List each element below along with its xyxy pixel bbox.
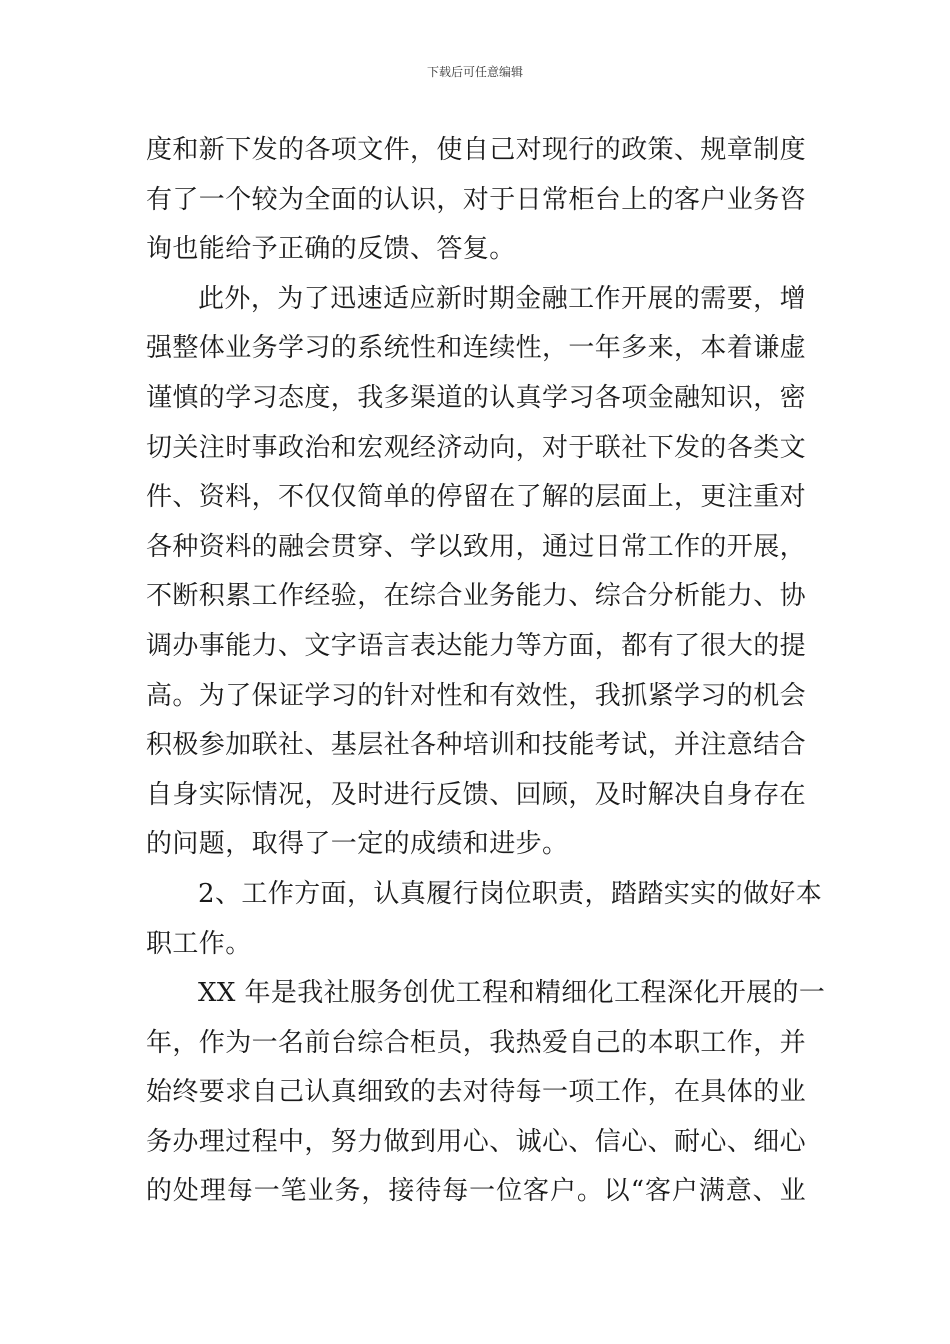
text-line: 件、资料，不仅仅简单的停留在了解的层面上，更注重对 (146, 482, 807, 513)
text-line: 高。为了保证学习的针对性和有效性，我抓紧学习的机会 (146, 680, 807, 711)
page-header: 下载后可任意编辑 (426, 65, 523, 79)
text-line: 调办事能力、文字语言表达能力等方面，都有了很大的提 (146, 630, 807, 661)
text-line: 积极参加联社、基层社各种培训和技能考试，并注意结合 (146, 730, 807, 761)
text-line: 务办理过程中，努力做到用心、诚心、信心、耐心、细心 (146, 1126, 807, 1157)
text-line: 始终要求自己认真细致的去对待每一项工作，在具体的业 (146, 1077, 807, 1108)
section-heading: 2、工作方面，认真履行岗位职责，踏踏实实的做好本 (198, 878, 823, 909)
text-line: 自身实际情况，及时进行反馈、回顾，及时解决自身存在 (146, 779, 807, 810)
text-line: 的问题，取得了一定的成绩和进步。 (146, 829, 569, 860)
text-line: 职工作。 (146, 928, 252, 959)
text-line: 谨慎的学习态度，我多渠道的认真学习各项金融知识，密 (146, 382, 807, 413)
text-line: 不断积累工作经验，在综合业务能力、综合分析能力、协 (146, 581, 807, 612)
paragraph-first-line: XX 年是我社服务创优工程和精细化工程深化开展的一 (198, 978, 826, 1009)
text-line: 度和新下发的各项文件，使自己对现行的政策、规章制度 (146, 135, 807, 165)
text-line: 有了一个较为全面的认识，对于日常柜台上的客户业务咨 (146, 184, 807, 215)
text-line: 年，作为一名前台综合柜员，我热爱自己的本职工作，并 (146, 1027, 807, 1058)
text-line: 各种资料的融会贯穿、学以致用，通过日常工作的开展， (146, 531, 807, 562)
text-line: 强整体业务学习的系统性和连续性，一年多来，本着谦虚 (146, 333, 807, 364)
text-line: 询也能给予正确的反馈、答复。 (146, 234, 516, 265)
paragraph-first-line: 此外，为了迅速适应新时期金融工作开展的需要，增 (198, 283, 806, 314)
text-line: 切关注时事政治和宏观经济动向，对于联社下发的各类文 (146, 432, 807, 463)
document-body (146, 126, 826, 1217)
text-line: 的处理每一笔业务，接待每一位客户。以“客户满意、业 (146, 1176, 806, 1207)
